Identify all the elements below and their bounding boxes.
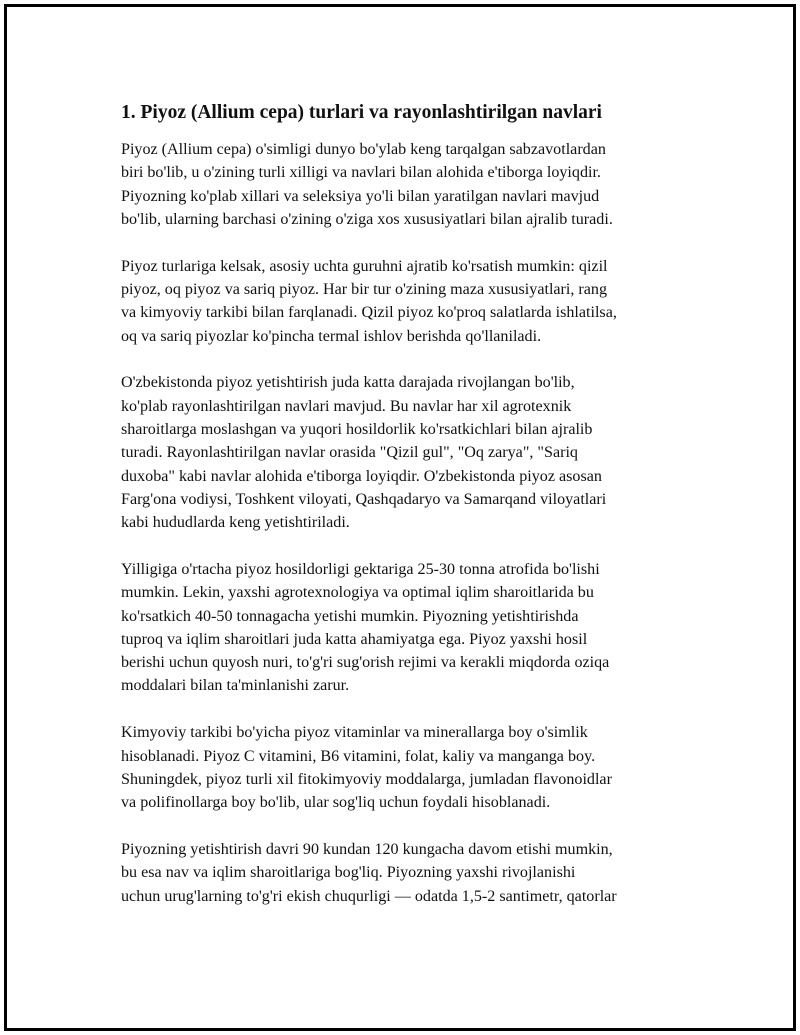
paragraph-line: tuproq va iqlim sharoitlari juda katta ahamiyatga ega. Piyoz yaxshi hosil [121, 630, 588, 648]
paragraph-line: ko'plab rayonlashtirilgan navlari mavjud. Bu navlar har xil agrotexnik [121, 397, 572, 415]
paragraph-line: kabi hududlarda keng yetishtiriladi. [121, 514, 350, 532]
paragraph-line: va kimyoviy tarkibi bilan farqlanadi. Qizil piyoz ko'proq salatlarda ishlatilsa, [121, 304, 617, 322]
paragraph [121, 838, 696, 908]
paragraph-line: Piyozning yetishtirish davri 90 kundan 120 kungacha davom etishi mumkin, [121, 840, 613, 858]
paragraph [121, 721, 696, 814]
paragraph-list [121, 138, 696, 908]
paragraph-line: moddalari bilan ta'minlanishi zarur. [121, 677, 350, 695]
paragraph-line: berishi uchun quyosh nuri, to'g'ri sug'orish rejimi va kerakli miqdorda oziqa [121, 654, 610, 672]
page-frame [4, 4, 796, 1031]
paragraph-line: Yilligiga o'rtacha piyoz hosildorligi gektariga 25-30 tonna atrofida bo'lishi [121, 560, 600, 578]
document-body [121, 99, 696, 931]
paragraph-line: bu esa nav va iqlim sharoitlariga bog'liq. Piyozning yaxshi rivojlanishi [121, 864, 576, 882]
paragraph-line: Kimyoviy tarkibi bo'yicha piyoz vitaminlar va minerallarga boy o'simlik [121, 724, 588, 742]
paragraph-line: hisoblanadi. Piyoz C vitamini, B6 vitamini, folat, kaliy va manganga boy. [121, 747, 596, 765]
paragraph-line: sharoitlarga moslashgan va yuqori hosildorlik ko'rsatkichlari bilan ajralib [121, 420, 593, 438]
paragraph-line: Shuningdek, piyoz turli xil fitokimyoviy moddalarga, jumladan flavonoidlar [121, 770, 612, 788]
section-heading: 1. Piyoz (Allium cepa) turlari va rayonlashtirilgan navlari [121, 102, 602, 123]
paragraph-line: Farg'ona vodiysi, Toshkent viloyati, Qashqadaryo va Samarqand viloyatlari [121, 490, 607, 508]
paragraph-line: Piyozning ko'plab xillari va seleksiya yo'li bilan yaratilgan navlari mavjud [121, 187, 600, 205]
paragraph-line: Piyoz (Allium cepa) o'simligi dunyo bo'ylab keng tarqalgan sabzavotlardan [121, 141, 606, 158]
paragraph [121, 255, 696, 348]
paragraph [121, 558, 696, 698]
paragraph-line: biri bo'lib, u o'zining turli xilligi va navlari bilan alohida e'tiborga loyiqdir. [121, 164, 601, 182]
paragraph [121, 371, 696, 534]
paragraph-line: Piyoz turlariga kelsak, asosiy uchta guruhni ajratib ko'rsatish mumkin: qizil [121, 257, 608, 275]
paragraph-line: piyoz, oq piyoz va sariq piyoz. Har bir tur o'zining maza xususiyatlari, rang [121, 280, 608, 298]
paragraph-line: va polifinollarga boy bo'lib, ular sog'liq uchun foydali hisoblanadi. [121, 794, 551, 812]
paragraph-line: uchun urug'larning to'g'ri ekish chuqurligi — odatda 1,5-2 santimetr, qatorlar [121, 887, 617, 905]
paragraph-line: ko'rsatkich 40-50 tonnagacha yetishi mumkin. Piyozning yetishtirishda [121, 607, 579, 625]
paragraph-line: oq va sariq piyozlar ko'pincha termal ishlov berishda qo'llaniladi. [121, 327, 542, 345]
paragraph-line: duxoba" kabi navlar alohida e'tiborga loyiqdir. O'zbekistonda piyoz asosan [121, 467, 602, 485]
paragraph-line: mumkin. Lekin, yaxshi agrotexnologiya va optimal iqlim sharoitlarida bu [121, 584, 594, 602]
paragraph [121, 138, 696, 231]
paragraph-line: turadi. Rayonlashtirilgan navlar orasida "Qizil gul", "Oq zarya", "Sariq [121, 444, 578, 462]
paragraph-line: O'zbekistonda piyoz yetishtirish juda katta darajada rivojlangan bo'lib, [121, 374, 575, 392]
paragraph-line: bo'lib, ularning barchasi o'zining o'ziga xos xususiyatlari bilan ajralib turadi. [121, 210, 613, 228]
